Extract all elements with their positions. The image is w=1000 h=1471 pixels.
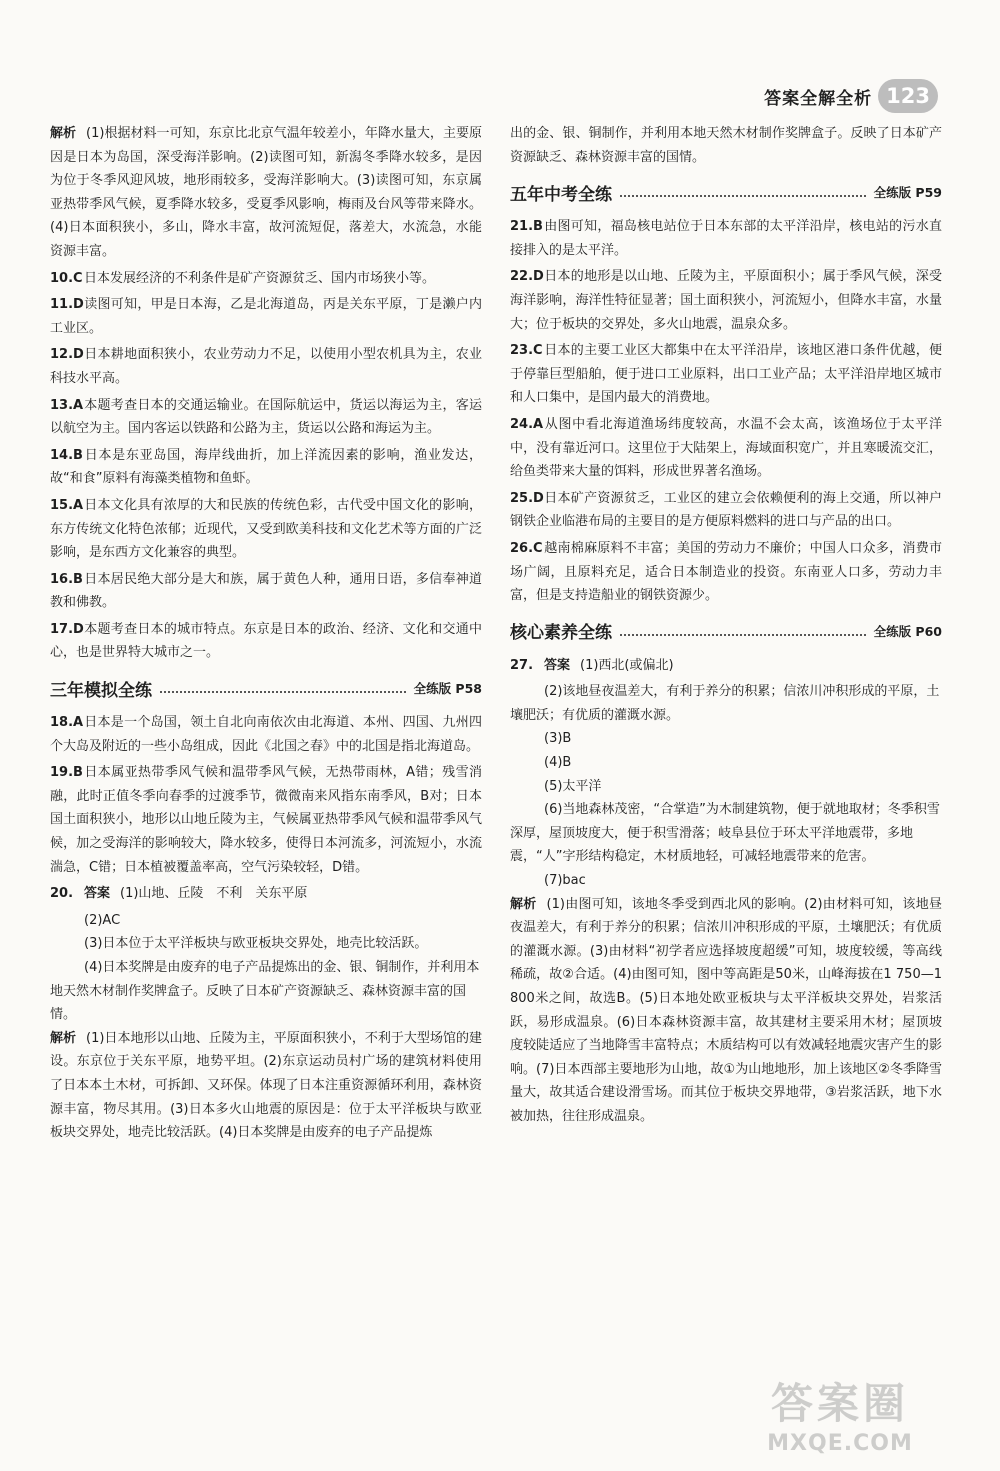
- answer-text: 从图中看北海道渔场纬度较高，水温不会太高，该渔场位于太平洋中，没有靠近河口。这里位于大陆架上，海域面积宽广，并且寒暖流交汇，给鱼类带来大量的饵料，形成世界著名渔场。: [510, 416, 942, 480]
- question-number: 20.: [50, 886, 74, 902]
- answer-tag: 解析: [510, 896, 537, 912]
- answer-text: 日本发展经济的不利条件是矿产资源贫乏、国内市场狭小等。: [84, 270, 436, 286]
- question-number: 14.B: [50, 447, 83, 463]
- answer-text: 日本文化具有浓厚的大和民族的传统色彩，古代受中国文化的影响，东方传统文化特色浓郁；近现代，又受到欧美科技和文化艺术等方面的广泛影响，是东西方文化兼容的典型。: [50, 497, 482, 561]
- answer-entry: [510, 215, 942, 262]
- answer-text: 越南棉麻原料不丰富；美国的劳动力不廉价；中国人口众多，消费市场广阔，且原料充足，适合日本制造业的投资。东南亚人口多，劳动力丰富，但是支持造船业的钢铁资源少。: [510, 540, 942, 604]
- answer-text: (1)由图可知，该地冬季受到西北风的影响。(2)由材料可知，该地昼夜温差大，有利于养分的积累；信浓川冲积形成的平原，土壤肥沃；有优质的灌溉水源。(3)由材料“初学者应选择坡度超缓”可知，坡度较缓，等高线稀疏，故②合适。(4)由图可知，图中等高距是50米，山峰海拔在1 750—1 800米之间，故选B。(5)日本地处欧亚板块与太平洋板块交界处，岩浆活跃，易形成温泉。(6)日本森林资源丰富，故其建材主要采用木材；屋顶坡度较陡适应了当地降雪丰富特点；木质结构可以有效减轻地震灾害产生的影响。(7)日本西部主要地形为山地，故①为山地地形，加上该地区②冬季降雪量大，故其适合建设滑雪场。而其位于板块交界地带，③岩浆活跃，地下水被加热，往往形成温泉。: [510, 896, 942, 1124]
- question-number: 26.C: [510, 540, 543, 556]
- answer-entry: [510, 893, 942, 1129]
- sub-answer: (2)AC: [84, 912, 121, 928]
- section-page-ref: 全练版 P59: [873, 185, 942, 201]
- answer-tag: 解析: [50, 1030, 77, 1046]
- answer-entry: [510, 413, 942, 484]
- answer-entry: [50, 1027, 482, 1145]
- answer-text: 本题考查日本的城市特点。东京是日本的政治、经济、文化和交通中心，也是世界特大城市之一。: [50, 621, 482, 661]
- answer-entry: [510, 265, 942, 336]
- question-number: 11.D: [50, 297, 84, 313]
- answer-text: 本题考查日本的交通运输业。在国际航运中，货运以海运为主，客运以航空为主。国内客运以铁路和公路为主，货运以公路和海运为主。: [50, 397, 482, 437]
- answer-entry: [510, 339, 942, 410]
- section-page-ref: 全练版 P60: [873, 623, 942, 639]
- sub-answer: (7)bac: [544, 873, 586, 889]
- question-number: 12.D: [50, 347, 84, 363]
- watermark-line1: 答案圈: [770, 1379, 909, 1428]
- sub-answer: (4)日本奖牌是由废弃的电子产品提炼出的金、银、铜制作，并利用本地天然木材制作奖牌盒子。反映了日本矿产资源缺乏、森林资源丰富的国情。: [50, 960, 480, 1023]
- section-page-ref: 全练版 P58: [413, 681, 482, 697]
- continued-text: 出的金、银、铜制作，并利用本地天然木材制作奖牌盒子。反映了日本矿产资源缺乏、森林资源丰富的国情。: [510, 126, 942, 165]
- answer-text: 日本是一个岛国，领土自北向南依次由北海道、本州、四国、九州四个大岛及附近的一些小岛组成，因此《北国之春》中的北国是指北海道岛。: [50, 715, 482, 754]
- sub-answer: (3)日本位于太平洋板块与欧亚板块交界处，地壳比较活跃。: [84, 936, 428, 952]
- answer-entry: [510, 654, 942, 678]
- answer-entry: [50, 618, 482, 665]
- answer-tag: 答案: [84, 886, 111, 902]
- answer-entry: [50, 568, 482, 615]
- answer-entry: [50, 882, 482, 906]
- section-title: 核心素养全练: [510, 623, 612, 644]
- sub-answer: (2)该地昼夜温差大，有利于养分的积累；信浓川冲积形成的平原，土壤肥沃；有优质的灌溉水源。: [510, 684, 940, 723]
- section-header: [510, 616, 942, 646]
- question-number: 18.A: [50, 715, 84, 731]
- answer-text: (1)山地、丘陵 不利 关东平原: [120, 886, 308, 902]
- section-divider: [620, 195, 866, 197]
- page-number: 123: [878, 79, 938, 113]
- question-number: 16.B: [50, 571, 83, 587]
- question-number: 13.A: [50, 397, 84, 413]
- answer-entry: [50, 122, 482, 264]
- answer-text: 读图可知，甲是日本海，乙是北海道岛，丙是关东平原，丁是濑户内工业区。: [50, 297, 482, 336]
- answer-text: 日本居民绝大部分是大和族，属于黄色人种，通用日语，多信奉神道教和佛教。: [50, 571, 482, 611]
- question-number: 15.A: [50, 497, 84, 513]
- page-header: [764, 78, 938, 114]
- answer-tag: 答案: [544, 657, 571, 673]
- sub-answer: (4)B: [544, 755, 572, 771]
- answer-text: 由图可知，福岛核电站位于日本东部的太平洋沿岸，核电站的污水直接排入的是太平洋。: [510, 219, 942, 258]
- watermark-line2: MXQE.COM: [767, 1431, 913, 1456]
- answer-text: 日本是东亚岛国，海岸线曲折，加上洋流因素的影响，渔业发达，故“和食”原料有海藻类植物和鱼虾。: [50, 447, 482, 487]
- section-title: 三年模拟全练: [50, 680, 152, 701]
- question-number: 25.D: [510, 490, 544, 506]
- answer-entry: [50, 494, 482, 565]
- question-number: 10.C: [50, 270, 83, 286]
- section-title: 五年中考全练: [510, 184, 612, 205]
- answer-text: (1)西北(或偏北): [580, 657, 674, 673]
- question-number: 23.C: [510, 343, 543, 359]
- answer-entry: [50, 761, 482, 879]
- sub-answer: (6)当地森林茂密，“合掌造”为木制建筑物，便于就地取材；冬季积雪深厚，屋顶坡度大，便于积雪滑落；岐阜县位于环太平洋地震带，多地震，“人”字形结构稳定，木材质地轻，可减轻地震带来的危害。: [510, 802, 940, 865]
- watermark-logo: [740, 1371, 940, 1461]
- question-number: 17.D: [50, 621, 84, 637]
- section-header: [510, 177, 942, 207]
- question-number: 27.: [510, 657, 534, 673]
- answer-text: 日本矿产资源贫乏，工业区的建立会依赖便利的海上交通，所以神户钢铁企业临港布局的主要目的是方便原料燃料的进口与产品的出口。: [510, 490, 942, 530]
- answer-text: 日本属亚热带季风气候和温带季风气候，无热带雨林，A错；残雪消融，此时正值冬季向春季的过渡季节，微微南来风指东南季风，B对；日本国土面积狭小，地形以山地丘陵为主，气候属亚热带季风气候和温带季风气候，加之受海洋的影响较大，降水较多，使得日本河流多，河流短小，水流湍急，C错；日本植被覆盖率高，空气污染较轻，D错。: [50, 765, 482, 875]
- section-header: [50, 673, 482, 703]
- answer-entry: [510, 487, 942, 534]
- answer-text: (1)根据材料一可知，东京比北京气温年较差小，年降水量大，主要原因是日本为岛国，深受海洋影响。(2)读图可知，新潟冬季降水较多，是因为位于冬季风迎风坡，地形雨较多，受海洋影响大。(3)读图可知，东京属亚热带季风气候，夏季降水较多，受夏季风影响，梅雨及台风等带来降水。(4)日本面积狭小，多山，降水丰富，故河流短促，落差大，水流急，水能资源丰富。: [50, 126, 482, 259]
- header-title: 答案全解全析: [764, 88, 873, 109]
- section-divider: [620, 634, 866, 636]
- question-number: 21.B: [510, 219, 543, 235]
- answer-tag: 解析: [50, 126, 77, 141]
- answer-entry: [50, 343, 482, 390]
- right-column: [510, 122, 942, 1132]
- answer-entry: [50, 444, 482, 491]
- section-divider: [160, 691, 406, 693]
- answer-text: 日本的地形是以山地、丘陵为主，平原面积小；属于季风气候，深受海洋影响，海洋性特征显著；国土面积狭小，河流短小，但降水丰富，水量大；位于板块的交界处，多火山地震，温泉众多。: [510, 269, 942, 332]
- question-number: 24.A: [510, 416, 544, 432]
- answer-entry: [50, 711, 482, 758]
- answer-entry: [50, 267, 482, 291]
- sub-answer: (3)B: [544, 731, 572, 747]
- question-number: 19.B: [50, 765, 83, 781]
- answer-text: (1)日本地形以山地、丘陵为主，平原面积狭小，不利于大型场馆的建设。东京位于关东平原，地势平坦。(2)东京运动员村广场的建筑材料使用了日本本土木材，可拆卸、又环保。体现了日本注重资源循环利用，森林资源丰富，物尽其用。(3)日本多火山地震的原因是：位于太平洋板块与欧亚板块交界处，地壳比较活跃。(4)日本奖牌是由废弃的电子产品提炼: [50, 1030, 482, 1141]
- left-column: [50, 122, 482, 1148]
- answer-text: 日本耕地面积狭小，农业劳动力不足，以使用小型农机具为主，农业科技水平高。: [50, 347, 482, 386]
- answer-entry: [510, 537, 942, 608]
- answer-entry: [50, 293, 482, 340]
- question-number: 22.D: [510, 269, 544, 285]
- sub-answer: (5)太平洋: [544, 778, 602, 794]
- answer-entry: [50, 394, 482, 441]
- answer-text: 日本的主要工业区大都集中在太平洋沿岸，该地区港口条件优越，便于停靠巨型船舶，便于进口工业原料，出口工业产品；太平洋沿岸地区城市和人口集中，是国内最大的消费地。: [510, 343, 942, 406]
